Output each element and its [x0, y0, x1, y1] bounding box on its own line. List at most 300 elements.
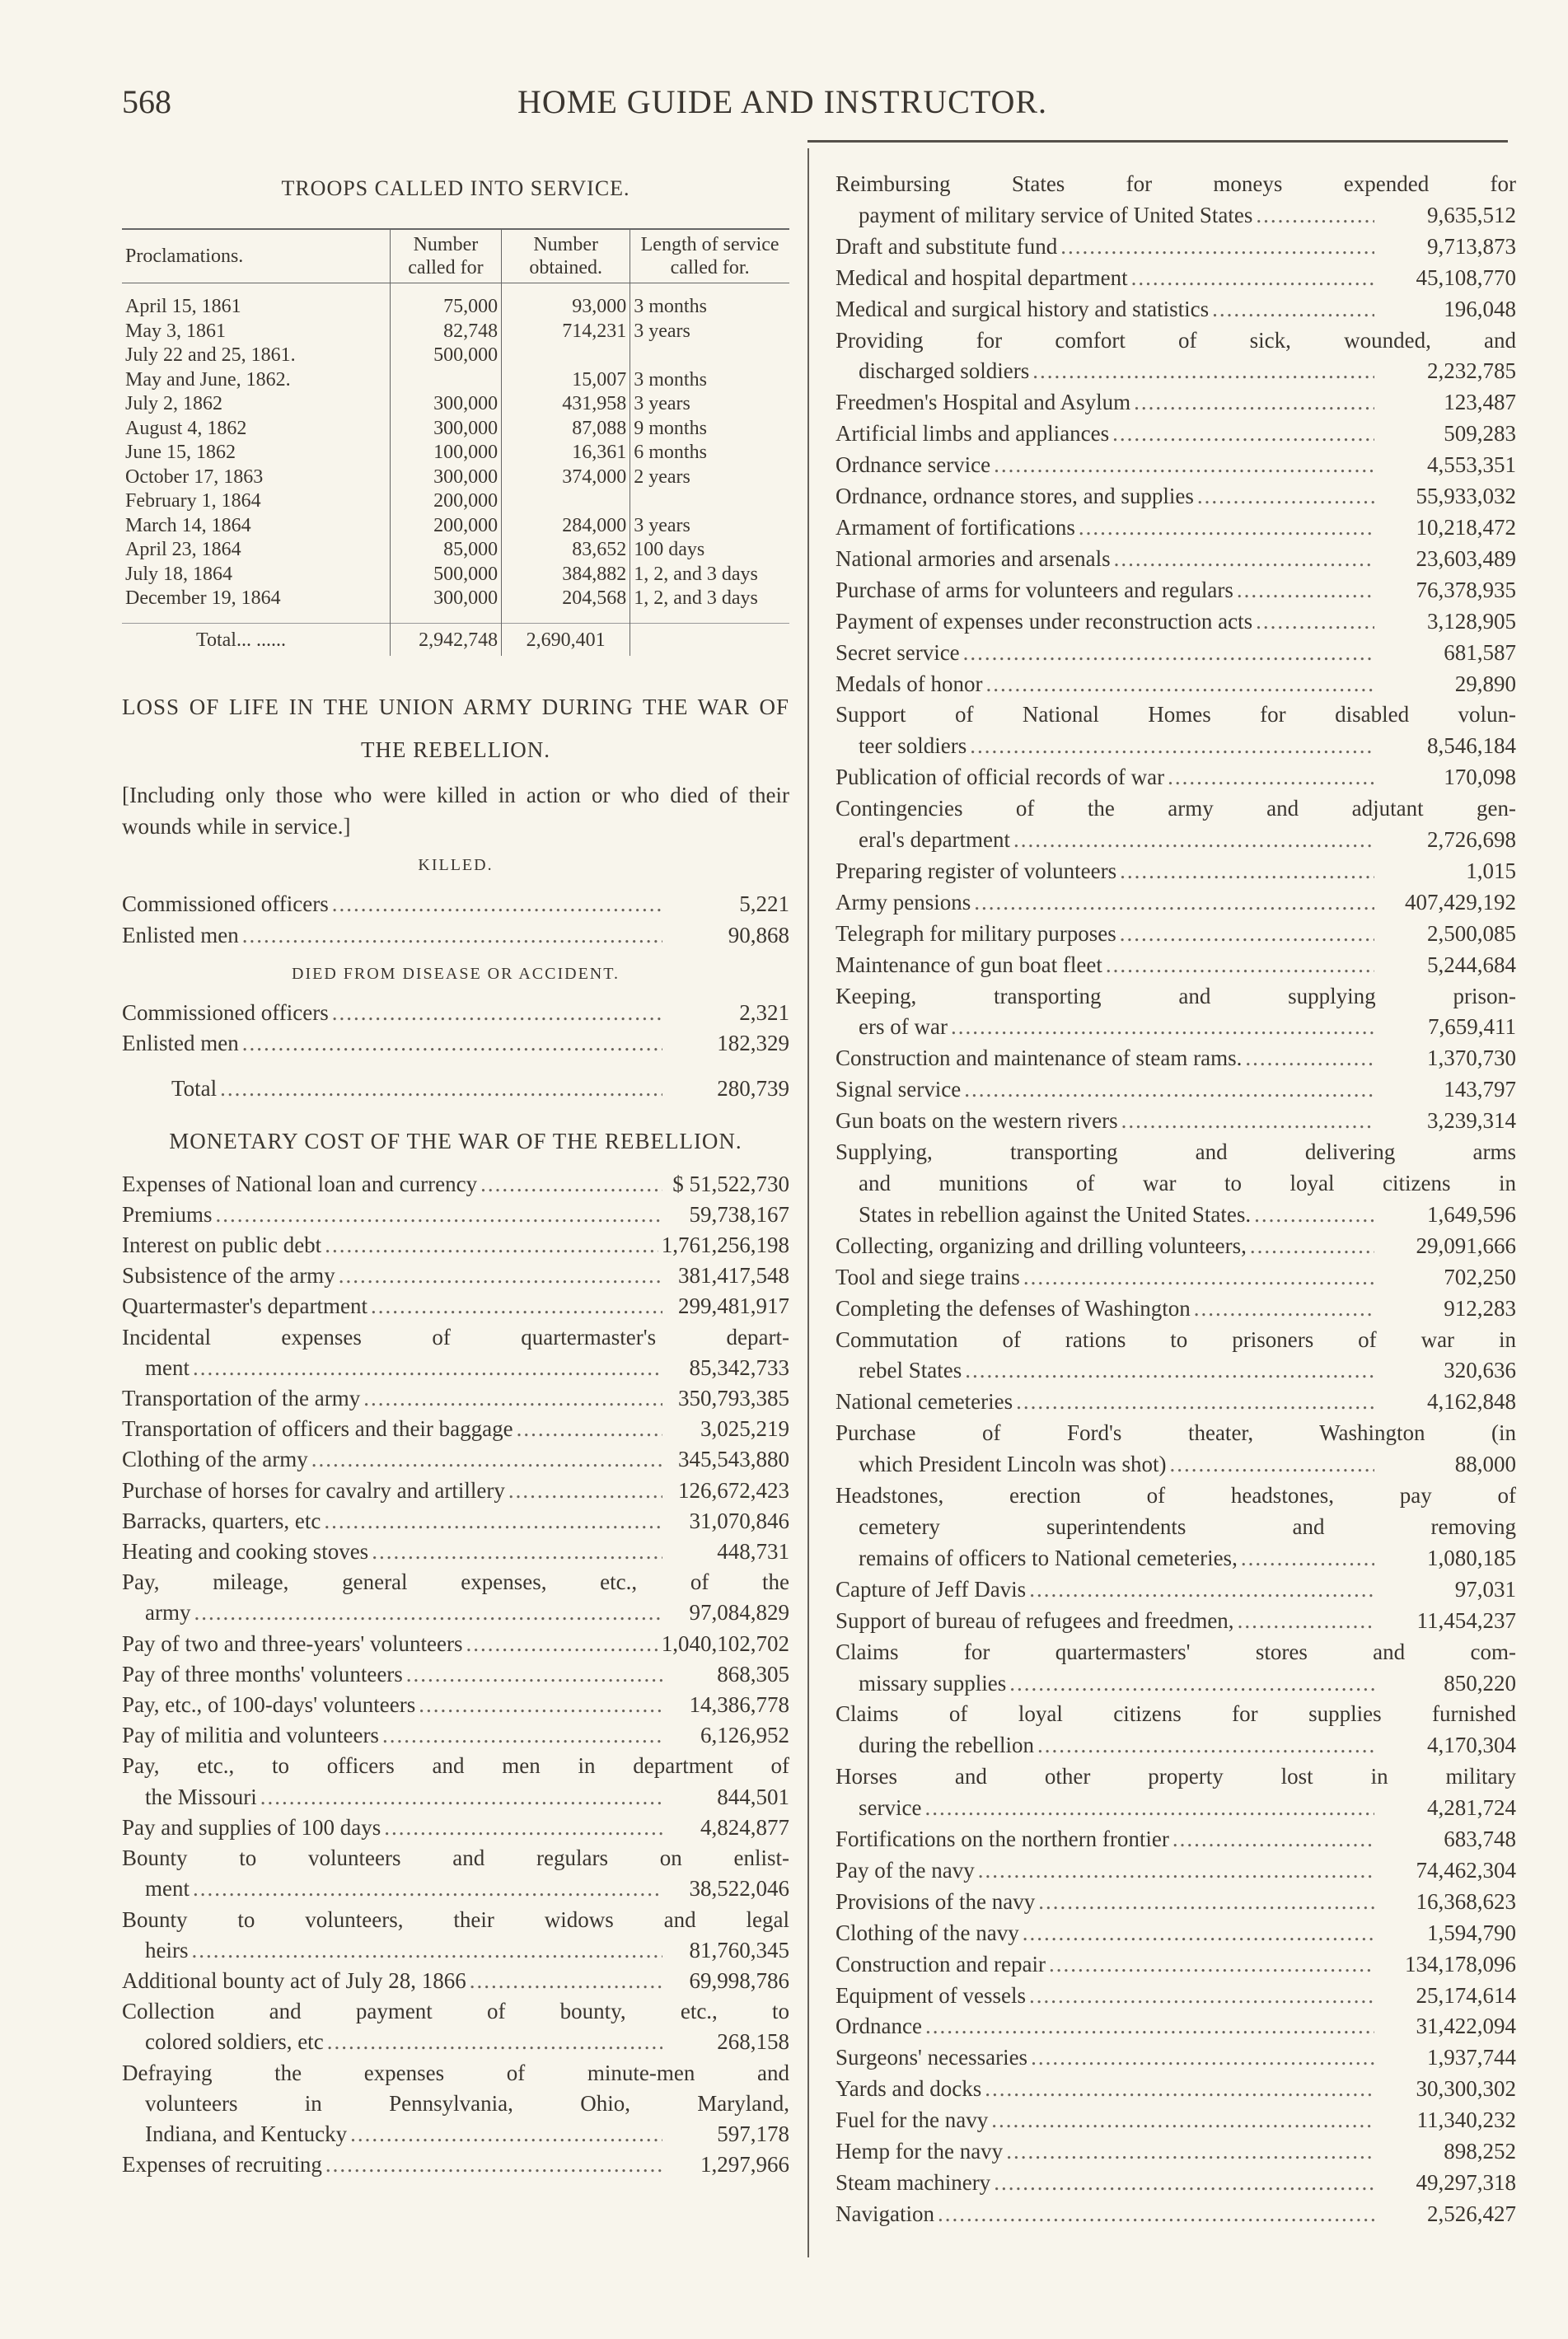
cost-entry: [835, 1887, 1516, 1918]
entry-row: [835, 606, 1516, 638]
leader-dots: [1120, 919, 1374, 950]
troops-date: April 23, 1864: [125, 539, 241, 561]
entry-value: 49,297,318: [1416, 2170, 1516, 2195]
troops-row: [122, 417, 789, 442]
leader-dots: [1023, 1918, 1374, 1949]
entry-label: National cemeteries: [835, 1389, 1013, 1415]
leader-dots: [1169, 1449, 1374, 1481]
troops-row: [122, 368, 789, 393]
entry-row: [835, 2011, 1516, 2042]
cost-entry: [835, 1855, 1516, 1887]
entry-value: 69,998,786: [689, 1967, 789, 1993]
entry-label: Fuel for the navy: [835, 2107, 989, 2133]
killed-list: [122, 889, 789, 950]
entry-value: 4,553,351: [1427, 452, 1516, 478]
troops-called: 500,000: [390, 344, 501, 368]
entry-value: 29,091,666: [1416, 1233, 1516, 1258]
troops-length: 6 months: [630, 441, 789, 465]
entry-row: [835, 1981, 1516, 2012]
leader-dots: [1172, 1824, 1374, 1855]
entry-row: [122, 1598, 789, 1628]
entry-label: Completing the defenses of Washington: [835, 1295, 1191, 1321]
entry-line: Claims of loyal citizens for supplies furnished: [835, 1701, 1516, 1727]
entry-row: [835, 1824, 1516, 1855]
col-header-length: Length of service called for.: [630, 229, 789, 283]
entry-value: 597,178: [717, 2121, 789, 2146]
entry-row: [122, 1476, 789, 1506]
entry-label: discharged soldiers: [859, 358, 1030, 384]
entry-row: [835, 1387, 1516, 1418]
troops-obtained: 93,000: [502, 295, 630, 320]
entry-label: Hemp for the navy: [835, 2139, 1004, 2164]
entry-row: [835, 2074, 1516, 2105]
entry-value: 2,500,085: [1427, 920, 1516, 946]
troops-obtained: 714,231: [502, 320, 630, 344]
leader-dots: [332, 889, 662, 919]
entry-value: 381,417,548: [678, 1263, 789, 1289]
entry-value: 76,378,935: [1416, 577, 1516, 602]
leader-dots: [1212, 294, 1374, 325]
entry-row: [835, 1355, 1516, 1387]
entry-label: Gun boats on the western rivers: [835, 1108, 1118, 1134]
cost-entry: [835, 1699, 1516, 1761]
entry-line: Incidental expenses of quartermaster's depart-: [122, 1324, 789, 1350]
entry-line: Contingencies of the army and adjutant gen-: [835, 796, 1516, 821]
entry-row: [835, 1012, 1516, 1043]
entry-value: 912,283: [1444, 1295, 1516, 1321]
troops-date: December 19, 1864: [125, 587, 281, 610]
leader-dots: [508, 1476, 662, 1506]
troops-length: 3 months: [630, 368, 789, 393]
entry-value: 844,501: [717, 1784, 789, 1809]
header-rule: [807, 140, 1508, 143]
entry-row: [835, 1043, 1516, 1074]
cost-entry: [122, 1905, 789, 1966]
entry-value: 126,672,423: [678, 1477, 789, 1503]
leader-dots: [1250, 1231, 1374, 1262]
cost-entry: [835, 1418, 1516, 1481]
entry-row: [122, 2027, 789, 2057]
cost-entry: [835, 1074, 1516, 1106]
cost-entry: [122, 1690, 789, 1720]
entry-value: 134,178,096: [1405, 1951, 1516, 1976]
entry-value: 2,232,785: [1427, 358, 1516, 384]
monetary-left-list: [122, 1169, 789, 2181]
entry-label: Navigation: [835, 2201, 934, 2226]
entry-value: 59,738,167: [689, 1201, 789, 1227]
entry-value: 1,937,744: [1427, 2045, 1516, 2070]
entry-value: 29,890: [1454, 671, 1516, 696]
cost-entry: [835, 1606, 1516, 1637]
troops-row: [122, 392, 789, 417]
leader-dots: [985, 2074, 1374, 2105]
entry-row: [122, 1690, 789, 1720]
troops-obtained: [502, 489, 630, 514]
entry-label: army: [145, 1600, 191, 1626]
troops-total-row: [122, 623, 789, 656]
item-value: 90,868: [728, 922, 789, 947]
cost-entry: [835, 2168, 1516, 2199]
troops-called: 500,000: [390, 563, 501, 587]
entry-value: 681,587: [1444, 639, 1516, 665]
troops-title: TROOPS CALLED INTO SERVICE.: [281, 176, 630, 200]
entry-label: Expenses of recruiting: [122, 2152, 322, 2178]
leader-dots: [480, 1169, 662, 1200]
cost-entry: [835, 638, 1516, 669]
troops-row: [122, 587, 789, 611]
entry-line: Defraying the expenses of minute-men and: [122, 2060, 789, 2085]
troops-row: [122, 295, 789, 320]
troops-called: 300,000: [390, 392, 501, 417]
entry-row: [835, 2199, 1516, 2230]
col-header-called: Number called for: [390, 229, 501, 283]
cost-entry: [122, 1720, 789, 1751]
leader-dots: [1121, 1106, 1374, 1137]
entry-label: Purchase of arms for volunteers and regulars: [835, 577, 1233, 602]
leader-dots: [311, 1444, 662, 1475]
entry-value: 4,162,848: [1427, 1389, 1516, 1415]
cost-entry: [835, 1574, 1516, 1606]
cost-entry: [122, 2150, 789, 2180]
entry-line: Support of National Homes for disabled volun-: [835, 702, 1516, 727]
entry-row: [122, 1444, 789, 1475]
entry-row: [122, 1782, 789, 1813]
entry-row: [835, 1793, 1516, 1824]
leader-dots: [1106, 950, 1374, 981]
troops-row: [122, 489, 789, 514]
cost-entry: [835, 325, 1516, 388]
disease-list: [122, 998, 789, 1059]
troops-obtained: 204,568: [502, 587, 630, 611]
leader-dots: [339, 1261, 662, 1291]
entry-label: Payment of expenses under reconstruction acts: [835, 608, 1253, 634]
leader-dots: [1238, 1606, 1374, 1637]
entry-label: Construction and maintenance of steam rams.: [835, 1046, 1243, 1071]
entry-label: ment: [145, 1876, 190, 1902]
cost-entry: [835, 1949, 1516, 1981]
entry-label: Yards and docks: [835, 2076, 982, 2102]
entry-row: [122, 2150, 789, 2180]
entry-label: Indiana, and Kentucky: [145, 2121, 348, 2146]
troops-obtained: 374,000: [502, 465, 630, 490]
cost-entry: [835, 1325, 1516, 1387]
entry-label: Ordnance service: [835, 452, 991, 478]
cost-entry: [122, 1751, 789, 1812]
list-item: [122, 889, 789, 919]
entry-row: [835, 1074, 1516, 1106]
troops-date: April 15, 1861: [125, 296, 241, 318]
leader-dots: [1256, 200, 1374, 232]
cost-entry: [835, 575, 1516, 606]
entry-value: 1,297,966: [700, 2152, 789, 2178]
troops-row: [122, 514, 789, 539]
page-number: 568: [122, 83, 171, 120]
entry-label: Pay of three months' volunteers: [122, 1661, 403, 1686]
entry-label: ers of war: [859, 1014, 948, 1040]
entry-value: 11,454,237: [1416, 1607, 1516, 1633]
leader-dots: [1060, 232, 1374, 263]
entry-value: 320,636: [1444, 1358, 1516, 1383]
entry-line: and munitions of war to loyal citizens in: [859, 1171, 1516, 1195]
entry-row: [835, 919, 1516, 950]
entry-label: Tool and siege trains: [835, 1264, 1020, 1289]
entry-value: 30,300,302: [1416, 2076, 1516, 2102]
entry-value: 1,080,185: [1427, 1545, 1516, 1570]
troops-row: [122, 320, 789, 344]
entry-row: [835, 544, 1516, 575]
entry-label: Transportation of officers and their baggage: [122, 1416, 513, 1442]
item-value: 2,321: [739, 1000, 789, 1026]
col-header-proclamations: Proclamations.: [122, 229, 390, 283]
leader-dots: [1194, 1293, 1374, 1325]
column-divider: [807, 148, 809, 2257]
entry-value: 1,370,730: [1427, 1046, 1516, 1071]
troops-length: 9 months: [630, 417, 789, 442]
cost-entry: [835, 669, 1516, 700]
entry-row: [835, 856, 1516, 887]
cost-entry: [122, 1813, 789, 1843]
entry-label: missary supplies: [859, 1670, 1007, 1696]
entry-label: eral's department: [859, 827, 1011, 853]
item-value: 182,329: [717, 1031, 789, 1056]
cost-entry: [835, 793, 1516, 856]
entry-value: 38,522,046: [689, 1876, 789, 1902]
leader-dots: [985, 669, 1374, 700]
troops-table-body: [122, 283, 789, 611]
leader-dots: [1254, 1200, 1374, 1231]
entry-row: [835, 762, 1516, 793]
entry-row: [835, 2136, 1516, 2168]
entry-value: 850,220: [1444, 1670, 1516, 1696]
entry-row: [835, 481, 1516, 512]
entry-line: Bounty to volunteers, their widows and legal: [122, 1906, 789, 1932]
leader-dots: [191, 1935, 662, 1966]
col-header-obtained: Number obtained.: [502, 229, 630, 283]
cost-entry: [835, 699, 1516, 762]
entry-row: [835, 825, 1516, 856]
leader-dots: [1029, 1574, 1374, 1606]
entry-label: States in rebellion against the United States.: [859, 1201, 1252, 1227]
entry-value: 9,635,512: [1427, 202, 1516, 227]
entry-row: [122, 1813, 789, 1843]
leader-dots: [1245, 1043, 1374, 1074]
cost-entry: [835, 1137, 1516, 1231]
leader-dots: [1023, 1262, 1374, 1293]
entry-value: 2,526,427: [1427, 2201, 1516, 2226]
entry-label: Telegraph for military purposes: [835, 920, 1116, 946]
leader-dots: [371, 1291, 662, 1322]
entry-row: [835, 1262, 1516, 1293]
entry-value: 11,340,232: [1416, 2107, 1516, 2133]
entry-row: [835, 387, 1516, 419]
leader-dots: [406, 1659, 662, 1690]
troops-date: May and June, 1862.: [125, 368, 291, 391]
entry-label: Fortifications on the northern frontier: [835, 1827, 1169, 1852]
troops-total-called: 2,942,748: [390, 623, 501, 656]
leader-dots: [1134, 387, 1374, 419]
cost-entry: [835, 1761, 1516, 1824]
entry-value: 898,252: [1444, 2139, 1516, 2164]
entry-row: [122, 1414, 789, 1444]
item-label: Commissioned officers: [122, 1000, 329, 1026]
entry-value: $ 51,522,730: [672, 1171, 789, 1196]
loss-total-label: Total: [171, 1076, 218, 1102]
troops-length: 2 years: [630, 465, 789, 490]
troops-date: August 4, 1862: [125, 417, 247, 439]
leader-dots: [325, 2150, 662, 2180]
leader-dots: [1006, 2136, 1374, 2168]
entry-row: [835, 2168, 1516, 2199]
entry-label: heirs: [145, 1937, 189, 1962]
troops-length: [630, 344, 789, 368]
entry-row: [122, 1200, 789, 1230]
entry-row: [835, 450, 1516, 481]
entry-value: 14,386,778: [689, 1692, 789, 1718]
leader-dots: [332, 998, 662, 1028]
cost-entry: [835, 2042, 1516, 2074]
leader-dots: [1114, 544, 1374, 575]
troops-row: [122, 538, 789, 563]
entry-value: 170,098: [1444, 765, 1516, 790]
entry-label: Capture of Jeff Davis: [835, 1576, 1027, 1602]
entry-label: Publication of official records of war: [835, 765, 1165, 790]
entry-value: 4,170,304: [1427, 1733, 1516, 1758]
entry-value: 85,342,733: [689, 1354, 789, 1380]
item-label: Commissioned officers: [122, 891, 329, 917]
entry-value: 25,174,614: [1416, 1982, 1516, 2008]
cost-entry: [835, 1262, 1516, 1293]
cost-entry: [835, 2105, 1516, 2136]
entry-value: 7,659,411: [1428, 1014, 1516, 1040]
troops-date: June 15, 1862: [125, 442, 236, 464]
monetary-right-list: [835, 169, 1516, 2230]
running-title: HOME GUIDE AND INSTRUCTOR.: [517, 83, 1048, 120]
leader-dots: [1112, 419, 1374, 450]
troops-called: [390, 368, 501, 393]
leader-dots: [1016, 1387, 1374, 1418]
entry-row: [835, 356, 1516, 387]
leader-dots: [925, 2011, 1374, 2042]
troops-called: 100,000: [390, 441, 501, 465]
cost-entry: [122, 1291, 789, 1322]
leader-dots: [1237, 575, 1374, 606]
leader-dots: [350, 2119, 662, 2150]
cost-entry: [122, 2058, 789, 2150]
entry-row: [122, 1537, 789, 1567]
entry-row: [835, 1574, 1516, 1606]
troops-called: 300,000: [390, 465, 501, 490]
entry-row: [122, 2119, 789, 2150]
troops-row: [122, 441, 789, 465]
left-column: [122, 173, 789, 2180]
entry-label: Subsistence of the army: [122, 1263, 335, 1289]
leader-dots: [1197, 481, 1374, 512]
entry-value: 268,158: [717, 2029, 789, 2055]
entry-label: Ordnance, ordnance stores, and supplies: [835, 484, 1194, 509]
entry-label: the Missouri: [145, 1784, 257, 1809]
entry-label: Clothing of the navy: [835, 1920, 1019, 1945]
entry-label: teer soldiers: [859, 733, 967, 759]
entry-value: 5,244,684: [1427, 952, 1516, 977]
troops-called: 82,748: [390, 320, 501, 344]
troops-date: March 14, 1864: [125, 514, 251, 536]
leader-dots: [327, 2027, 662, 2057]
entry-line: Providing for comfort of sick, wounded, and: [835, 327, 1516, 353]
entry-row: [835, 200, 1516, 232]
troops-length: 3 years: [630, 392, 789, 417]
loss-total-value: 280,739: [717, 1076, 789, 1102]
leader-dots: [372, 1537, 662, 1567]
entry-row: [122, 1506, 789, 1537]
entry-label: Barracks, quarters, etc: [122, 1508, 321, 1533]
entry-line: Claims for quartermasters' stores and com-: [835, 1639, 1516, 1664]
troops-date: July 18, 1864: [125, 563, 233, 585]
entry-label: ment: [145, 1354, 190, 1380]
entry-value: 683,748: [1444, 1827, 1516, 1852]
entry-row: [122, 1291, 789, 1322]
leader-dots: [1131, 263, 1374, 294]
leader-dots: [216, 1200, 662, 1230]
entry-label: Interest on public debt: [122, 1233, 322, 1258]
cost-entry: [835, 856, 1516, 887]
entry-value: 3,239,314: [1427, 1108, 1516, 1134]
entry-value: 10,218,472: [1416, 514, 1516, 540]
entry-row: [835, 1887, 1516, 1918]
entry-row: [835, 887, 1516, 919]
leader-dots: [325, 1230, 658, 1261]
leader-dots: [1037, 1730, 1374, 1761]
cost-entry: [835, 544, 1516, 575]
entry-label: Quartermaster's department: [122, 1293, 367, 1319]
leader-dots: [938, 2199, 1374, 2230]
cost-entry: [122, 1506, 789, 1537]
entry-row: [122, 1629, 789, 1659]
entry-line: Purchase of Ford's theater, Washington (in: [835, 1420, 1516, 1446]
entry-value: 196,048: [1444, 296, 1516, 321]
entry-value: 3,025,219: [700, 1416, 789, 1442]
entry-label: Collecting, organizing and drilling volunteers,: [835, 1233, 1247, 1258]
troops-length: 1, 2, and 3 days: [630, 563, 789, 587]
entry-row: [122, 1230, 789, 1261]
leader-dots: [1031, 2042, 1374, 2074]
entry-label: Pay of two and three-years' volunteers: [122, 1630, 463, 1656]
entry-row: [122, 1874, 789, 1904]
leader-dots: [924, 1793, 1374, 1824]
leader-dots: [964, 1074, 1374, 1106]
entry-row: [835, 2105, 1516, 2136]
leader-dots: [419, 1690, 662, 1720]
entry-row: [835, 1200, 1516, 1231]
entry-value: 74,462,304: [1416, 1857, 1516, 1883]
entry-row: [835, 232, 1516, 263]
leader-dots: [382, 1720, 662, 1751]
troops-called: 75,000: [390, 295, 501, 320]
troops-row: [122, 344, 789, 368]
entry-value: 509,283: [1444, 421, 1516, 447]
entry-label: which President Lincoln was shot): [859, 1452, 1167, 1477]
troops-obtained: 384,882: [502, 563, 630, 587]
entry-row: [835, 1855, 1516, 1887]
cost-entry: [122, 1444, 789, 1475]
disease-heading: DIED FROM DISEASE OR ACCIDENT.: [292, 964, 620, 983]
troops-length: 100 days: [630, 538, 789, 563]
troops-obtained: 284,000: [502, 514, 630, 539]
cost-entry: [122, 1383, 789, 1414]
troops-length: 1, 2, and 3 days: [630, 587, 789, 611]
leader-dots: [965, 1355, 1374, 1387]
entry-line: Collection and payment of bounty, etc., to: [122, 1999, 789, 2024]
troops-obtained: 431,958: [502, 392, 630, 417]
